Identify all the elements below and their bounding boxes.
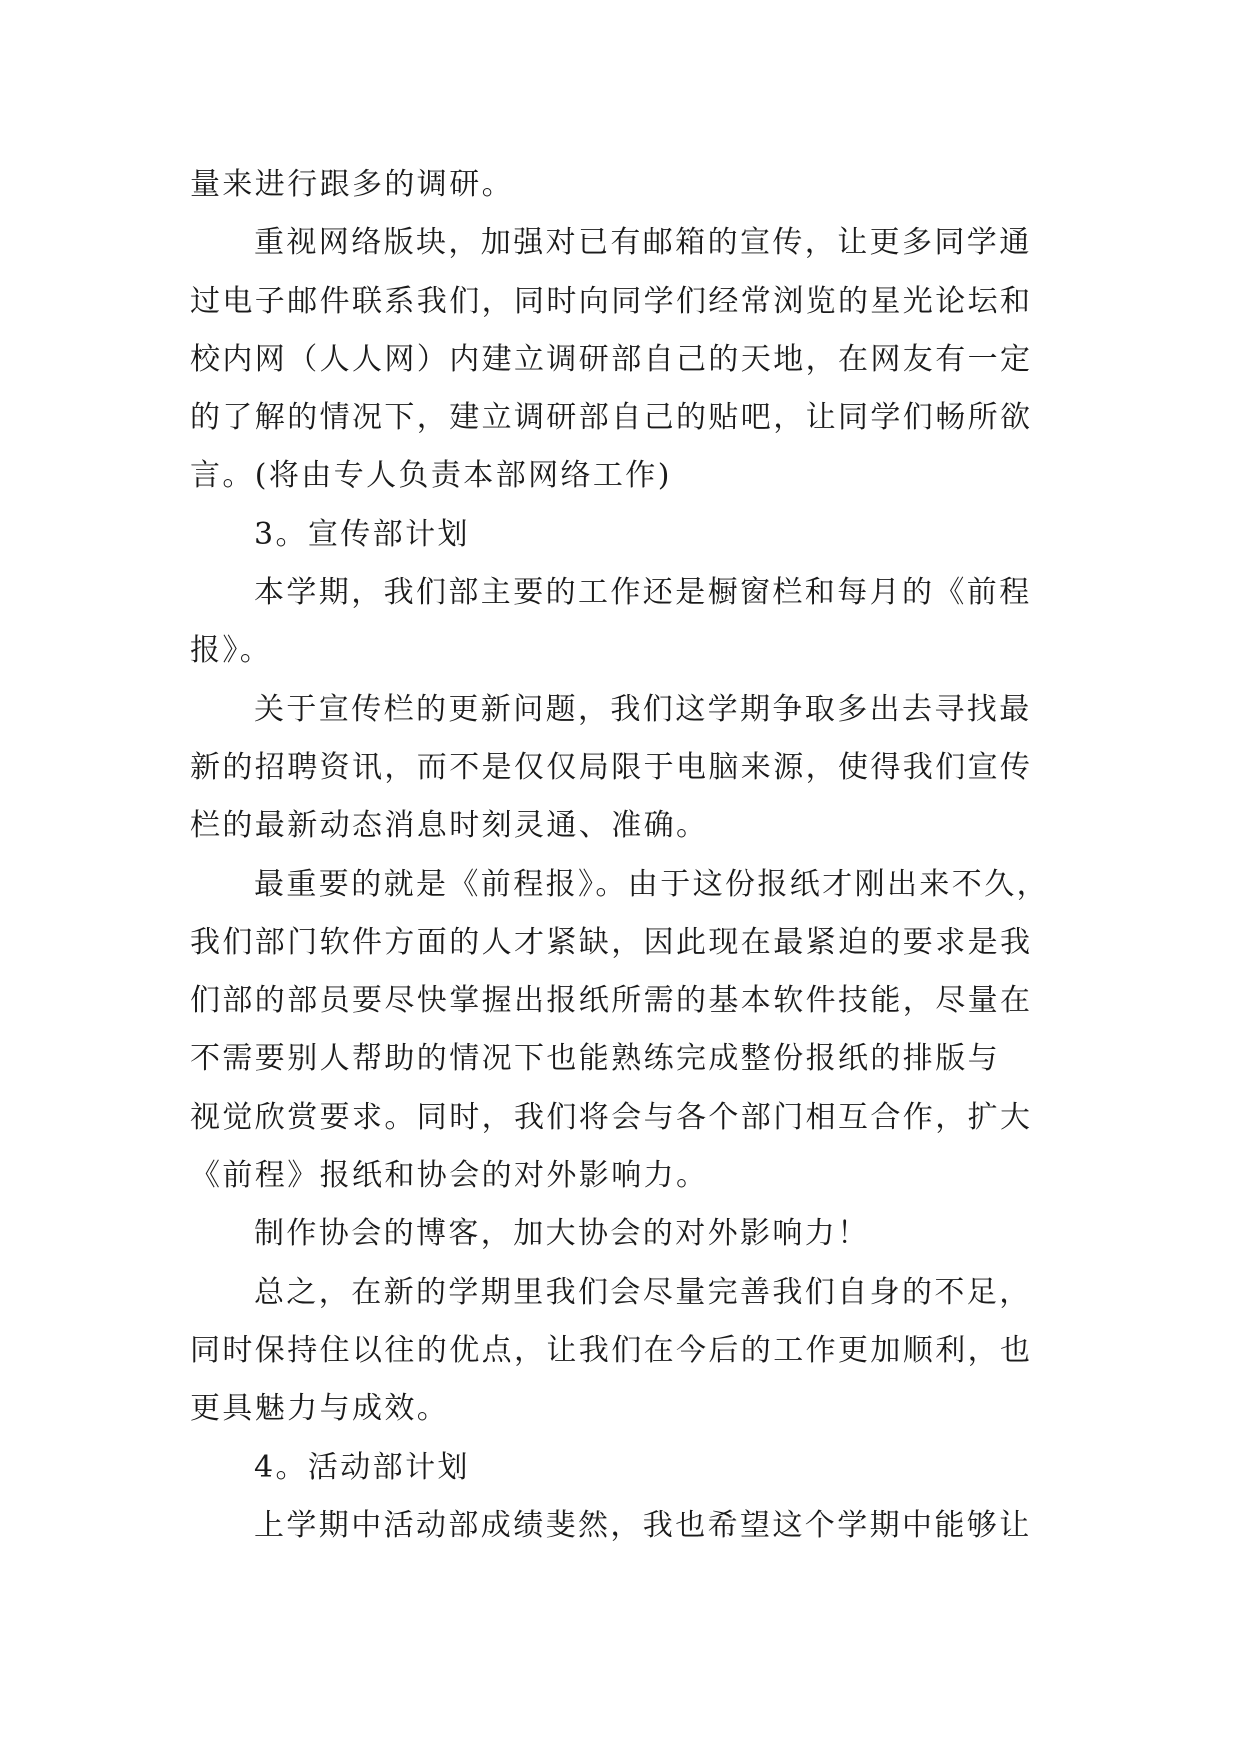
- text-line: 视觉欣赏要求。同时，我们将会与各个部门相互合作，扩大: [190, 1099, 1033, 1135]
- text-line: 3。宣传部计划: [254, 516, 470, 552]
- text-line: 更具魅力与成效。: [190, 1391, 450, 1427]
- text-line: 不需要别人帮助的情况下也能熟练完成整份报纸的排版与: [190, 1041, 1000, 1077]
- text-line: 重视网络版块，加强对已有邮箱的宣传，让更多同学通: [254, 225, 1032, 261]
- text-line: 报》。: [190, 633, 273, 669]
- text-line: 我们部门软件方面的人才紧缺，因此现在最紧迫的要求是我: [190, 924, 1033, 960]
- text-line: 校内网（人人网）内建立调研部自己的天地，在网友有一定: [190, 341, 1033, 377]
- text-line: 关于宣传栏的更新问题，我们这学期争取多出去寻找最: [254, 691, 1032, 727]
- text-line: 同时保持住以往的优点，让我们在今后的工作更加顺利，也: [190, 1332, 1033, 1368]
- text-line: 本学期，我们部主要的工作还是橱窗栏和每月的《前程: [254, 575, 1032, 611]
- text-line: 们部的部员要尽快掌握出报纸所需的基本软件技能，尽量在: [190, 983, 1033, 1019]
- text-line: 言。(将由专人负责本部网络工作): [190, 458, 672, 494]
- text-line: 栏的最新动态消息时刻灵通、准确。: [190, 808, 709, 844]
- text-line: 制作协会的博客，加大协会的对外影响力！: [254, 1216, 870, 1252]
- text-line: 新的招聘资讯，而不是仅仅局限于电脑来源，使得我们宣传: [190, 749, 1033, 785]
- text-line: 《前程》报纸和协会的对外影响力。: [190, 1158, 709, 1194]
- text-line: 的了解的情况下，建立调研部自己的贴吧，让同学们畅所欲: [190, 400, 1033, 436]
- text-line: 量来进行跟多的调研。: [190, 167, 514, 202]
- text-line: 最重要的就是《前程报》。由于这份报纸才刚出来不久，: [254, 866, 1049, 902]
- text-line: 过电子邮件联系我们，同时向同学们经常浏览的星光论坛和: [190, 283, 1033, 319]
- text-line: 4。活动部计划: [254, 1449, 470, 1485]
- text-line: 总之，在新的学期里我们会尽量完善我们自身的不足，: [254, 1274, 1032, 1310]
- text-line: 上学期中活动部成绩斐然，我也希望这个学期中能够让: [254, 1507, 1032, 1543]
- document-body: [190, 156, 1050, 1555]
